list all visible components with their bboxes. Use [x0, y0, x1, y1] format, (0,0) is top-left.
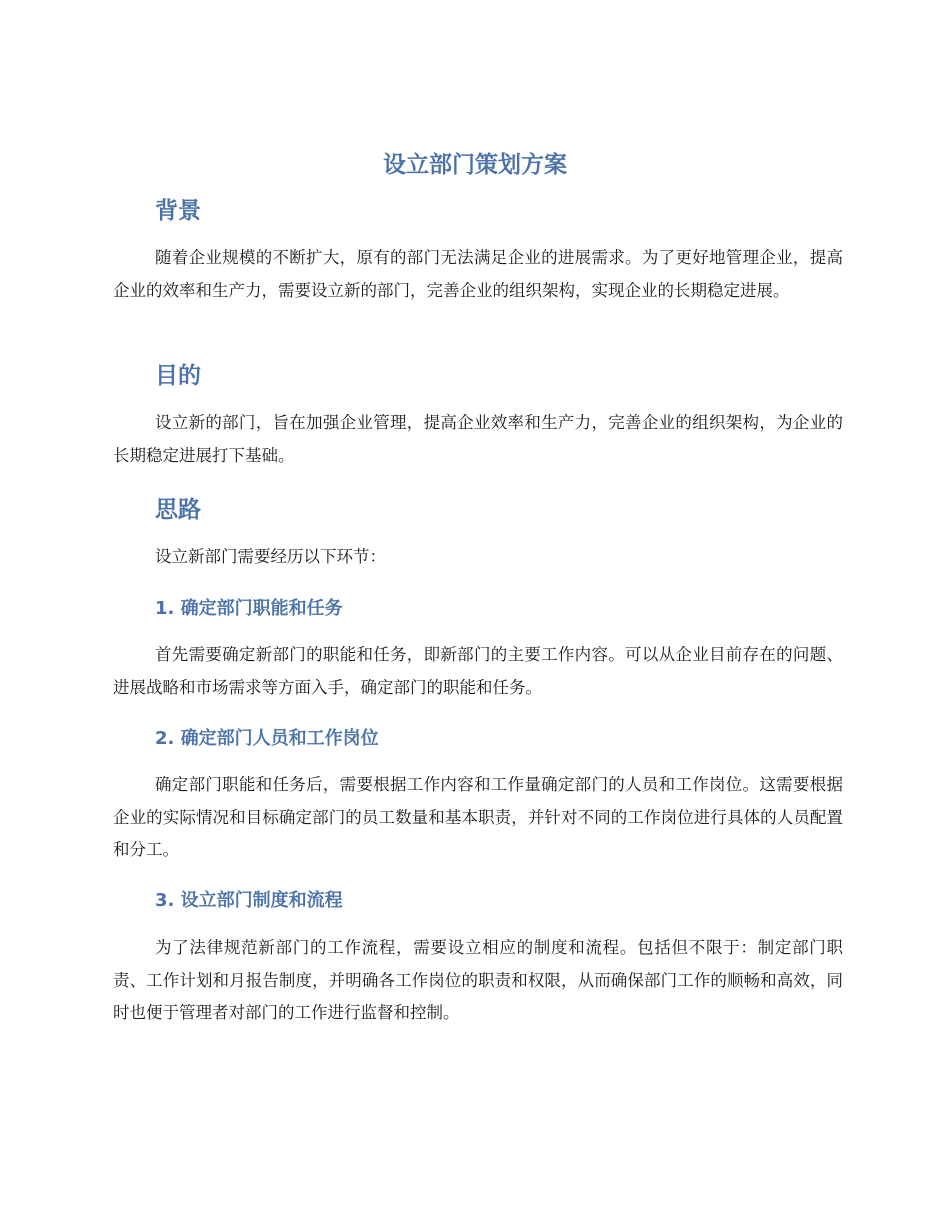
page-title: 设立部门策划方案 — [383, 152, 567, 178]
step-paragraph-1: 首先需要确定新部门的职能和任务，即新部门的主要工作内容。可以从企业目前存在的问题、进展战略和市场需求等方面入手，确定部门的职能和任务。 — [113, 645, 843, 697]
section-paragraph-purpose: 设立新的部门，旨在加强企业管理，提高企业效率和生产力，完善企业的组织架构，为企业的长期稳定进展打下基础。 — [113, 413, 843, 465]
section-paragraph-approach: 设立新部门需要经历以下环节： — [155, 547, 386, 566]
step-paragraph-3: 为了法律规范新部门的工作流程，需要设立相应的制度和流程。包括但不限于：制定部门职责、工作计划和月报告制度，并明确各工作岗位的职责和权限，从而确保部门工作的顺畅和高效，同时也便于管理者对部门的工作进行监督和控制。 — [113, 938, 843, 1022]
step-heading-1: 1. 确定部门职能和任务 — [155, 598, 343, 619]
section-paragraph-background: 随着企业规模的不断扩大，原有的部门无法满足企业的进展需求。为了更好地管理企业，提高企业的效率和生产力，需要设立新的部门，完善企业的组织架构，实现企业的长期稳定进展。 — [113, 248, 843, 300]
step-heading-2: 2. 确定部门人员和工作岗位 — [155, 728, 379, 749]
section-heading-approach: 思路 — [155, 497, 201, 523]
step-heading-3: 3. 设立部门制度和流程 — [155, 890, 343, 911]
section-heading-background: 背景 — [155, 198, 201, 224]
section-heading-purpose: 目的 — [155, 363, 201, 389]
step-paragraph-2: 确定部门职能和任务后，需要根据工作内容和工作量确定部门的人员和工作岗位。这需要根据企业的实际情况和目标确定部门的员工数量和基本职责，并针对不同的工作岗位进行具体的人员配置和分工。 — [113, 775, 843, 859]
